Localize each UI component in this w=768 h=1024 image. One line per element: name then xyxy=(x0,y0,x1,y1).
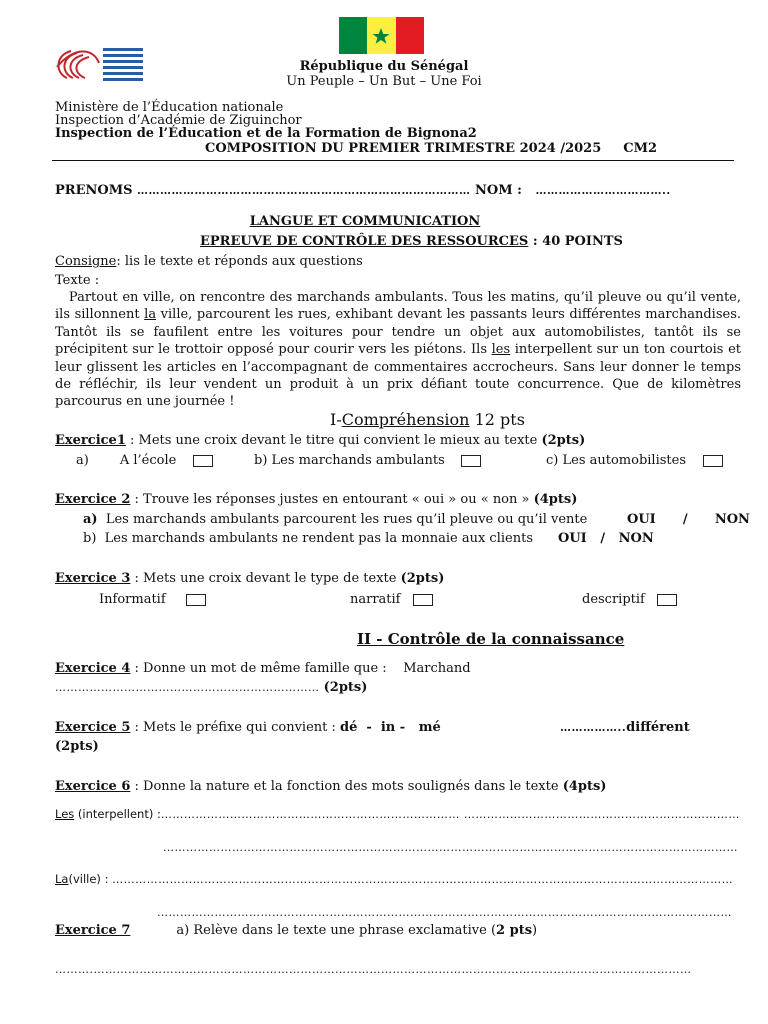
checkbox[interactable] xyxy=(657,594,677,606)
ex1-option-a: a) A l’école xyxy=(76,453,213,468)
nom-field[interactable]: …………………………….. xyxy=(535,184,671,197)
checkbox[interactable] xyxy=(413,594,433,606)
ex2-item-a: a) Les marchands ambulants parcourent les rues qu’il pleuve ou qu’il vente xyxy=(83,512,588,527)
ex2-choice-b[interactable]: OUI / NON xyxy=(558,531,654,546)
answer-line[interactable]: ……………………………………………………………………………………………………………………………………………… xyxy=(112,873,734,886)
star-icon xyxy=(367,17,395,54)
ex1-option-b: b) Les marchands ambulants xyxy=(254,453,481,468)
exercise-4-answer: …………………………………………………………… (2pts) xyxy=(55,680,368,695)
exercise-6-prompt: Exercice 6 : Donne la nature et la fonction des mots soulignés dans le texte (4pts) xyxy=(55,779,607,794)
epreuve-title: EPREUVE DE CONTRÔLE DES RESSOURCES : 40 POINTS xyxy=(200,234,623,249)
reading-text: Partout en ville, on rencontre des marchands ambulants. Tous les matins, qu’il pleuve ou qu’il vente, ils sillonnent la ville, parcourent les rues, exhibant devant les passants leurs différentes marchandises. Tantôt ils se faufilent entre les voitures pour tendre un objet aux automobilistes, tantôt ils se précipitent sur le trottoir opposé pour courir vers les piétons. Ils les interpellent sur un ton courtois et leur glissent les articles en l’accompagnant de commentaires accrocheurs. Sans leur donner le temps de réfléchir, ils leur vendent un produit à un prix défiant toute concurrence. Que de kilomètres parcourus en une journée ! xyxy=(55,290,746,410)
ex6-les-line: Les (interpellent) :…………………………………………………………………… ……………………………………………………………… xyxy=(55,807,740,821)
checkbox[interactable] xyxy=(193,455,213,467)
exercise-2-prompt: Exercice 2 : Trouve les réponses justes en entourant « oui » ou « non » (4pts) xyxy=(55,492,578,507)
motto: Un Peuple – Un But – Une Foi xyxy=(286,74,482,89)
ex6-la-line: La(ville) : ……………………………………………………………………………………………………………………………………………… xyxy=(55,872,734,886)
subject-title: LANGUE ET COMMUNICATION xyxy=(249,214,481,229)
answer-line[interactable]: ……….………………………………………………………………………………………………………………………………………… xyxy=(55,963,692,976)
composition-title: COMPOSITION DU PREMIER TRIMESTRE 2024 /2025 CM2 xyxy=(205,141,658,156)
identity-line: PRENOMS …………………………………………………………………………… NOM : …………………………….. xyxy=(55,183,671,198)
ex3-option-informatif: Informatif xyxy=(99,592,206,607)
academy: Inspection d’Académie de Ziguinchor xyxy=(55,113,302,128)
answer-line[interactable]: …………………………………………………………………………………………………………………………………… xyxy=(163,841,738,854)
prenoms-field[interactable]: …………………………………………………………………………… xyxy=(137,184,471,197)
class-level: CM2 xyxy=(623,141,658,156)
answer-line[interactable]: …………………………………………………………… xyxy=(55,681,320,694)
ministry: Ministère de l’Éducation nationale xyxy=(55,100,284,115)
answer-line[interactable]: …………….. xyxy=(560,721,627,734)
senegal-flag xyxy=(339,17,424,54)
exercise-5-points: (2pts) xyxy=(55,739,99,754)
answer-line[interactable]: …………………………………………………………………………………………………………………………………… xyxy=(157,906,732,919)
section-2-title: II - Contrôle de la connaissance xyxy=(357,630,625,648)
checkbox[interactable] xyxy=(461,455,481,467)
exercise-5-answer: ……………..différent xyxy=(560,720,690,735)
exercise-4-prompt: Exercice 4 : Donne un mot de même famille que : Marchand xyxy=(55,661,471,676)
exercise-5-prompt: Exercice 5 : Mets le préfixe qui convient : xyxy=(55,720,336,735)
republic-title: République du Sénégal xyxy=(299,59,469,74)
ex3-option-descriptif: descriptif xyxy=(582,592,677,607)
prefix-options: dé - in - mé xyxy=(340,720,441,735)
answer-line[interactable]: …………………………………………………………………… ……………………………………………………………… xyxy=(160,808,740,821)
ex2-choice-a[interactable]: OUI / NON xyxy=(627,512,750,527)
section-1-title: I-Compréhension 12 pts xyxy=(330,410,525,429)
texte-label: Texte : xyxy=(55,273,100,288)
exercise-7-prompt: Exercice 7 a) Relève dans le texte une phrase exclamative (2 pts) xyxy=(55,923,538,938)
consigne: Consigne: lis le texte et réponds aux questions xyxy=(55,254,363,269)
ex3-option-narratif: narratif xyxy=(350,592,433,607)
exercise-1-prompt: Exercice1 : Mets une croix devant le titre qui convient le mieux au texte (2pts) xyxy=(55,433,586,448)
header-divider xyxy=(52,160,734,161)
inspection: Inspection de l’Éducation et de la Formation de Bignona2 xyxy=(55,126,477,141)
exercise-3-prompt: Exercice 3 : Mets une croix devant le type de texte (2pts) xyxy=(55,571,445,586)
checkbox[interactable] xyxy=(186,594,206,606)
ex2-item-b: b) Les marchands ambulants ne rendent pas la monnaie aux clients xyxy=(83,531,533,546)
ex1-option-c: c) Les automobilistes xyxy=(546,453,723,468)
checkbox[interactable] xyxy=(703,455,723,467)
